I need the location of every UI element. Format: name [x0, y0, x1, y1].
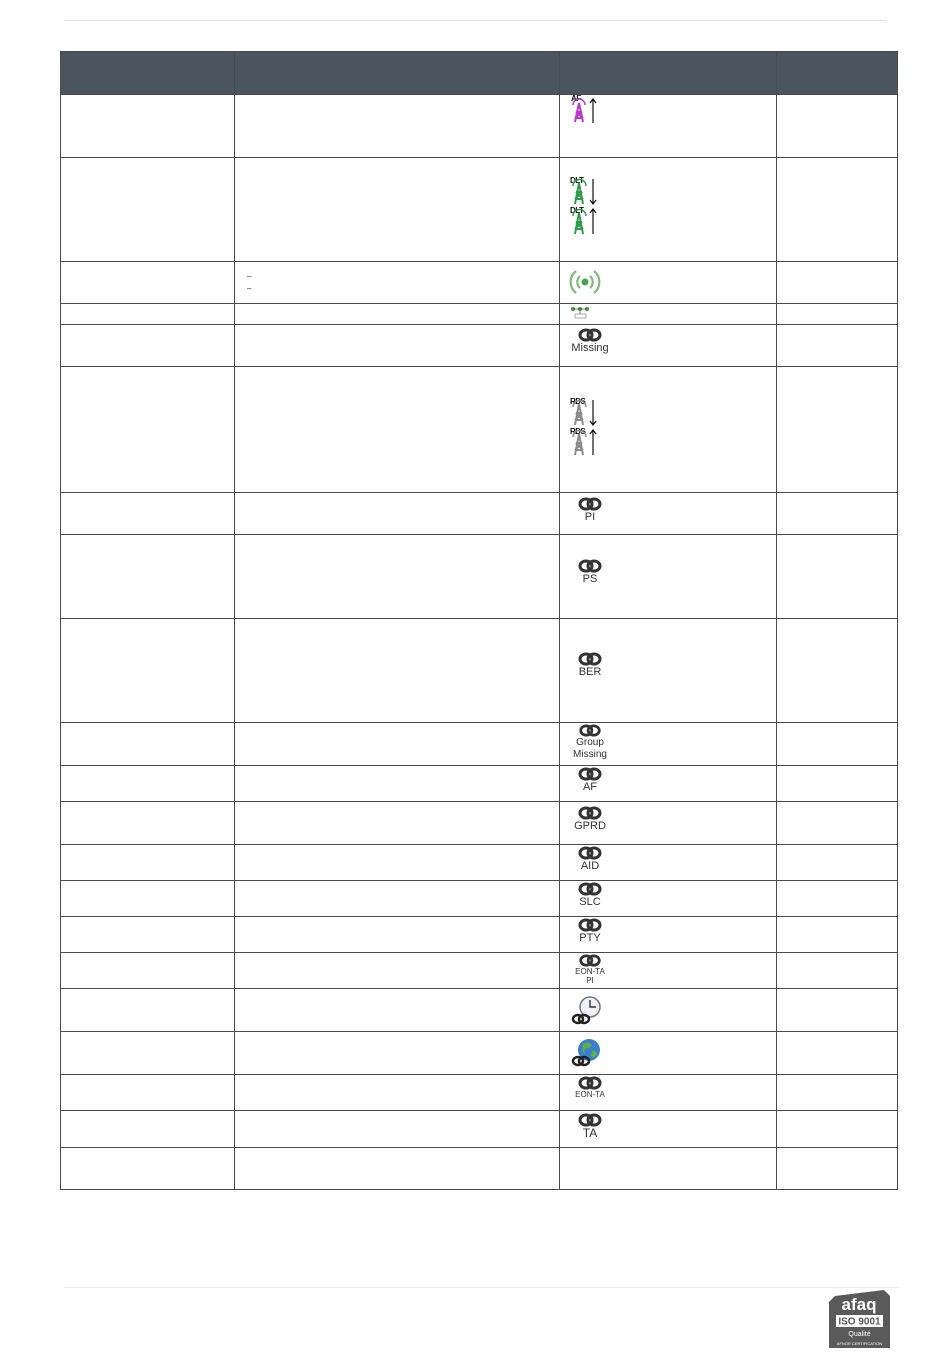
- header-cell: [777, 52, 898, 95]
- dash-mark: –: [247, 284, 252, 293]
- table-row: [61, 766, 898, 802]
- link-icon: [570, 1113, 610, 1139]
- link-icon: [570, 954, 610, 985]
- link-icon: [570, 497, 610, 523]
- link-icon: [570, 652, 610, 678]
- svg-text:afaq: afaq: [841, 1295, 877, 1314]
- svg-text:Qualité: Qualité: [848, 1331, 871, 1338]
- link-icon: [570, 846, 610, 872]
- link-icon: [570, 328, 610, 354]
- table-header-row: [61, 52, 898, 95]
- link-icon: [570, 724, 610, 761]
- table-row: [61, 953, 898, 989]
- globe-link-icon: [560, 1032, 776, 1072]
- dash-marks: [247, 271, 251, 295]
- link-icon: [570, 1076, 610, 1099]
- table-row: [61, 1032, 898, 1075]
- link-caption: PI: [584, 511, 596, 523]
- signal-broadcast-icon: [560, 262, 776, 303]
- table-row: [61, 158, 898, 262]
- afaq-iso-9001-logo: [829, 1290, 890, 1348]
- rds-label: RDS: [570, 427, 586, 436]
- link-icon: [570, 882, 610, 908]
- dlt-label: DLT: [570, 206, 584, 215]
- link-icon: [570, 767, 610, 793]
- rds-tower-down-up-icon: [560, 367, 776, 457]
- link-caption: BER: [578, 666, 602, 678]
- table-row: [61, 845, 898, 881]
- link-icon: [570, 806, 610, 832]
- table-row: [61, 802, 898, 845]
- bottom-rule: [64, 1287, 899, 1288]
- link-caption: Group: [576, 737, 604, 748]
- top-rule: [64, 20, 887, 21]
- header-cell: [235, 52, 560, 95]
- table-row: [61, 304, 898, 325]
- table-row: [61, 723, 898, 766]
- dlt-label: DLT: [570, 176, 584, 185]
- table-row: [61, 1111, 898, 1148]
- svg-text:AFNOR CERTIFICATION: AFNOR CERTIFICATION: [836, 1341, 883, 1346]
- table-row: [61, 493, 898, 535]
- rds-label: RDS: [570, 397, 586, 406]
- link-icon: [570, 559, 610, 585]
- link-caption: GPRD: [574, 820, 606, 832]
- link-caption: TA: [582, 1126, 598, 1140]
- link-icon: [570, 918, 610, 944]
- alarm-table: [60, 51, 898, 1190]
- link-caption: PI: [586, 976, 594, 985]
- link-caption: SLC: [579, 896, 601, 908]
- link-caption: EON-TA: [575, 1090, 605, 1099]
- link-caption: PTY: [579, 932, 601, 944]
- table-row: [61, 95, 898, 158]
- link-caption: Missing: [571, 342, 609, 354]
- af-label: AF: [571, 94, 581, 103]
- table-row: [61, 989, 898, 1032]
- header-cell: [61, 52, 235, 95]
- table-row: [61, 262, 898, 304]
- dash-mark: –: [247, 272, 252, 281]
- header-cell: [560, 52, 777, 95]
- clock-link-icon: [560, 989, 776, 1030]
- table-row: [61, 881, 898, 917]
- small-network-icon: [560, 304, 776, 324]
- link-caption: PS: [582, 573, 598, 585]
- af-tower-up-icon: [560, 95, 776, 127]
- link-caption: AF: [582, 781, 598, 793]
- dlt-tower-down-up-icon: [560, 158, 776, 236]
- table-row: [61, 1075, 898, 1111]
- table-row: [61, 1148, 898, 1190]
- table-row: [61, 917, 898, 953]
- link-caption: EON-TA: [575, 967, 605, 976]
- table-row: [61, 619, 898, 723]
- table-row: [61, 367, 898, 493]
- svg-text:ISO 9001: ISO 9001: [838, 1316, 881, 1328]
- table-row: [61, 325, 898, 367]
- link-caption: AID: [580, 860, 600, 872]
- link-caption: Missing: [573, 749, 607, 760]
- table-row: [61, 535, 898, 619]
